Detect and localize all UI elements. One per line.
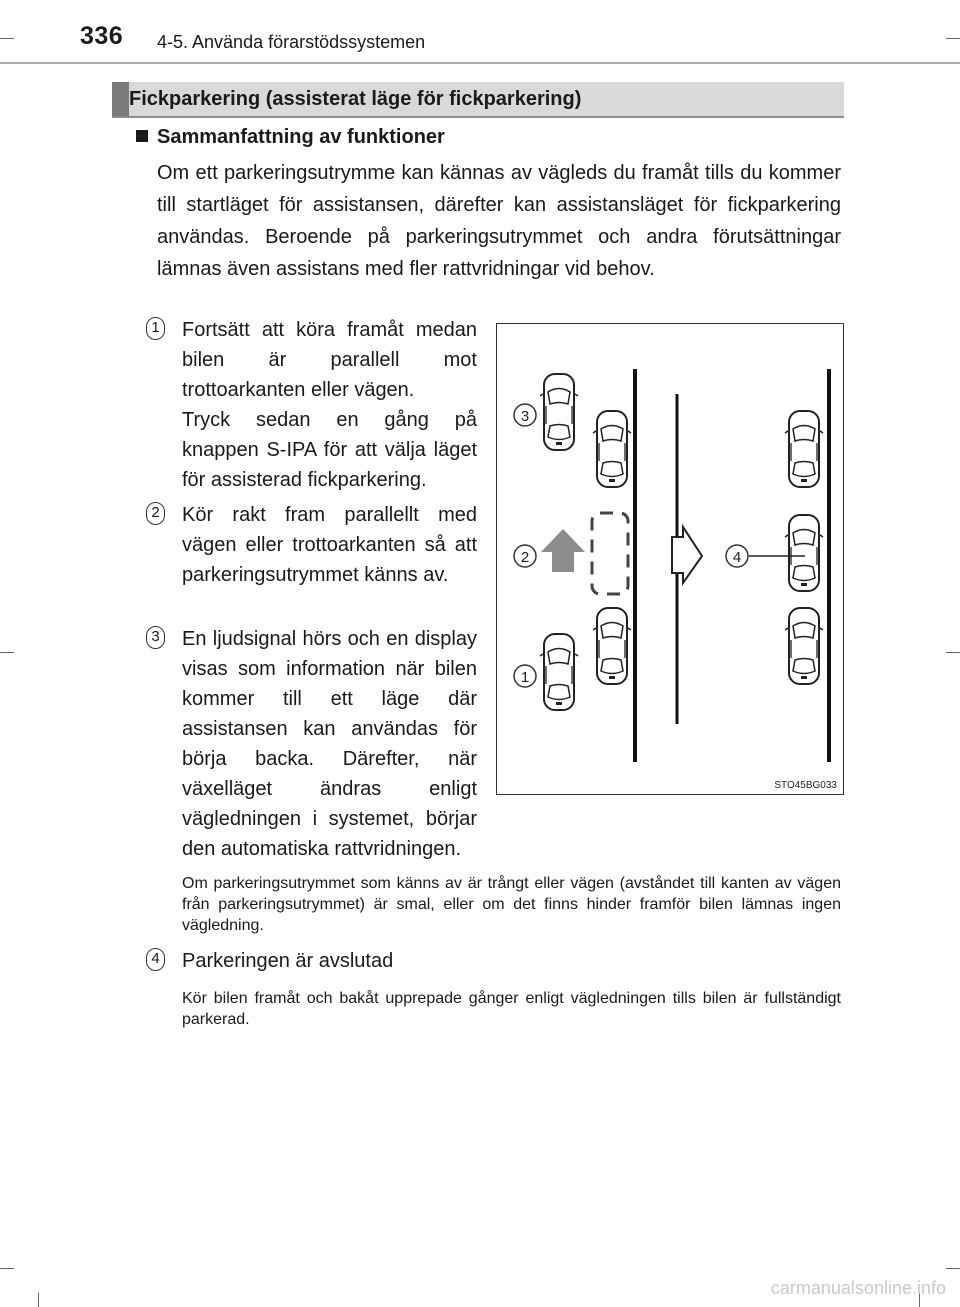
parking-space-outline [592,513,628,594]
step-number-3: 3 [146,626,165,649]
step-2-text: Kör rakt fram parallellt med vägen eller trottoarkanten så att parkeringsutrymmet känns av. [182,504,477,586]
step-1-text-continued: Tryck sedan en gång på knappen S-IPA för att välja läget för assisterad fickparkering. [182,409,477,491]
up-arrow-icon [541,529,585,572]
step-1-text: Fortsätt att köra framåt medan bilen är parallell mot trottoarkanten eller vägen. [182,319,477,401]
crop-mark [0,652,14,653]
svg-text:4: 4 [732,549,742,566]
section-accent [112,82,129,116]
car-top-view-icon [540,634,578,710]
step-3-text: En ljudsignal hörs och en display visas som information när bilen kommer till ett läge där assistansen kan användas för börja backa. Därefter, när växelläget ändras enligt vägledningen i systemet, börjar den automatiska rattvridningen. [182,628,477,860]
callout-4 [726,545,748,567]
crop-mark [0,38,14,39]
running-title: 4-5. Använda förarstödssystemen [157,32,426,52]
parking-diagram-svg [497,324,843,794]
parked-car-final-icon [785,515,823,591]
step-number-1: 1 [146,317,165,340]
crop-mark [946,38,960,39]
svg-text:2: 2 [520,549,530,566]
callout-2 [514,545,536,567]
step-number-4: 4 [146,948,165,971]
crop-mark [0,1268,14,1269]
page-number: 336 [80,22,124,50]
figure-code: STO45BG033 [774,780,837,791]
parked-car-icon [785,608,823,684]
parked-car-icon [593,411,631,487]
intro-paragraph: Om ett parkeringsutrymme kan kännas av vägleds du framåt tills du kommer till startläget för assistansen, därefter kan assistansläget för fickparkering användas. Beroende på parkeringsutrymmet och andra förutsättningar lämnas även assistans med fler rattvridningar vid behov. [157,162,841,280]
footer-watermark: carmanualsonline.info [770,1278,946,1298]
parked-car-icon [785,411,823,487]
car-top-view-icon [540,374,578,450]
step-4-text: Parkeringen är avslutad [182,950,394,972]
subsection-heading [136,126,445,149]
step-4-note: Kör bilen framåt och bakåt upprepade gånger enligt vägledningen tills bilen är fullständigt parkerad. [182,990,841,1028]
square-bullet-icon [136,130,148,142]
parking-diagram [496,323,844,795]
header-rule [0,62,960,64]
crop-mark [946,652,960,653]
section-title: Fickparkering (assisterat läge för fickparkering) [129,88,582,110]
callout-3 [514,404,536,426]
callout-1 [514,665,536,687]
step-number-2: 2 [146,502,165,525]
parked-car-icon [593,608,631,684]
section-title-bar [112,82,844,118]
subsection-title: Sammanfattning av funktioner [157,126,445,148]
step-3-note: Om parkeringsutrymmet som känns av är trångt eller vägen (avståndet till kanten av vägen från parkeringsutrymmet) är smal, eller om det finns hinder framför bilen lämnas ingen vägledning. [182,875,841,934]
crop-mark [946,1268,960,1269]
svg-text:3: 3 [520,408,530,425]
svg-text:1: 1 [520,669,530,686]
crop-mark [38,1293,39,1307]
